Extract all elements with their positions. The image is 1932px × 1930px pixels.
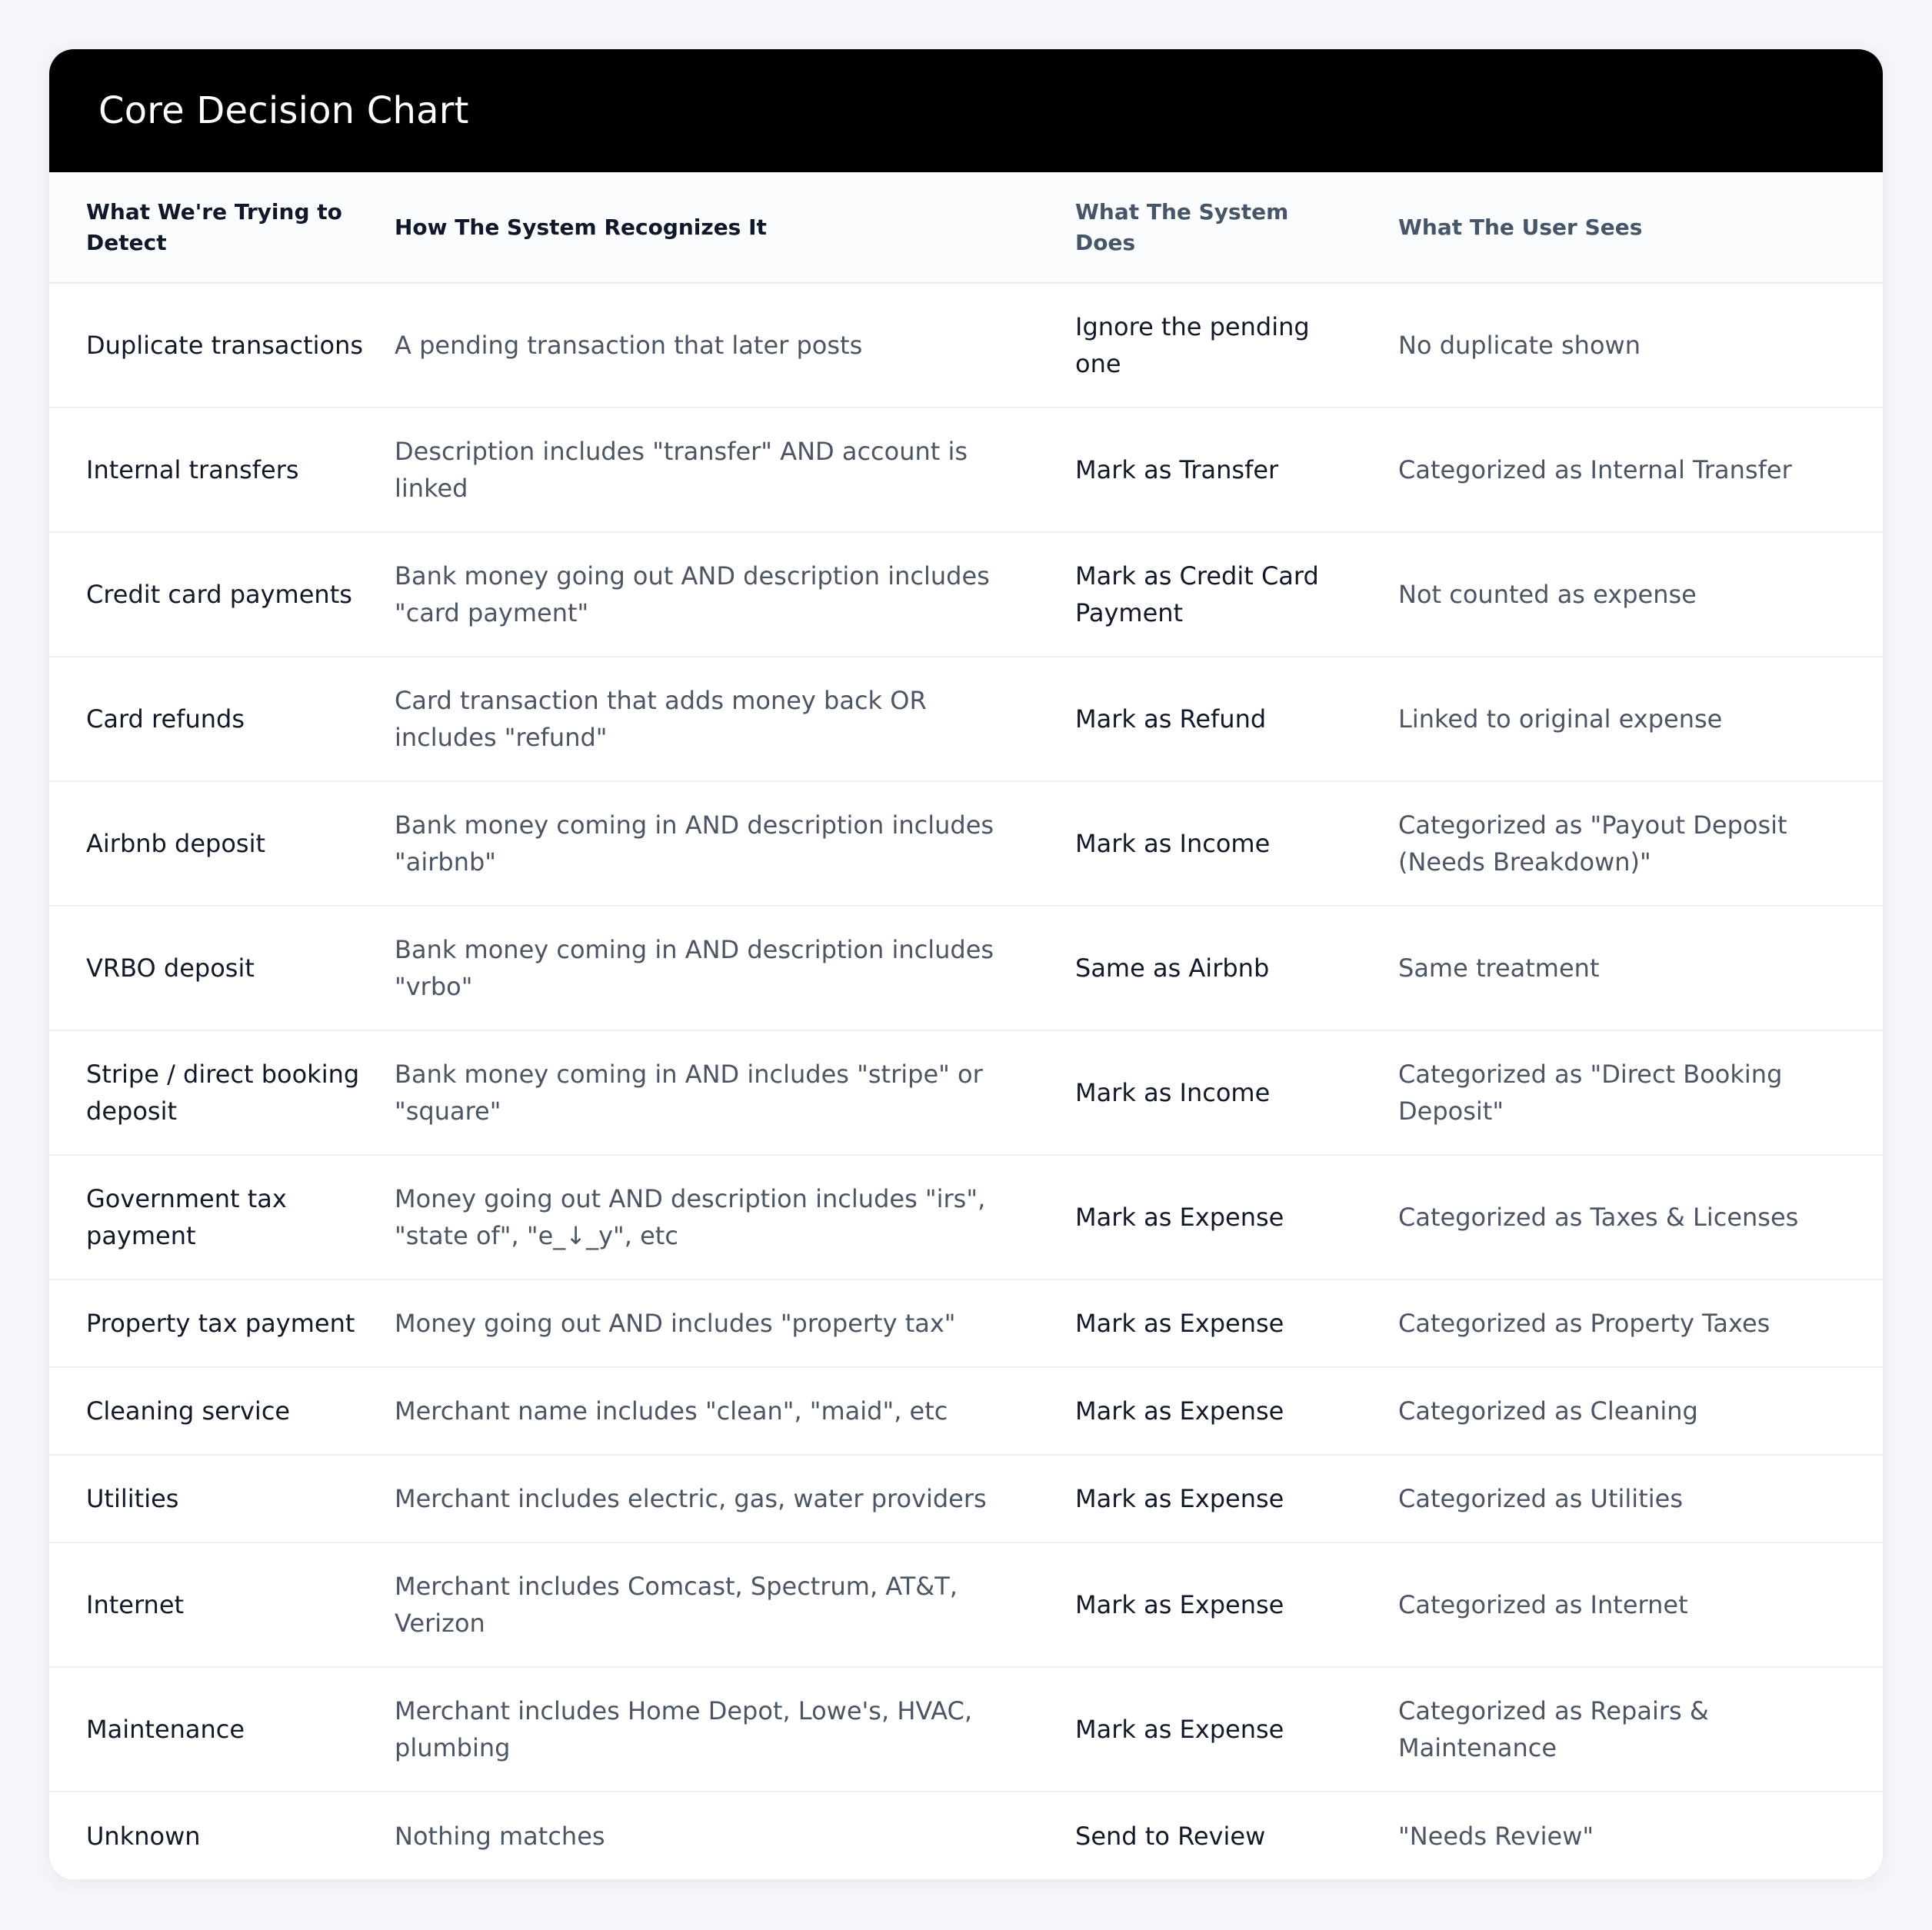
table-row: [49, 906, 1883, 1030]
user-sees-cell: Linked to original expense: [1367, 657, 1883, 781]
table-row: [49, 1030, 1883, 1155]
detect-cell: Government tax payment: [49, 1155, 395, 1279]
user-sees-cell: "Needs Review": [1398, 1821, 1594, 1851]
decision-table: [49, 172, 1883, 1879]
user-sees-cell: Categorized as Internet: [1367, 1542, 1883, 1667]
column-header-detect: What We're Trying to Detect: [49, 172, 395, 283]
user-sees-cell: No duplicate shown: [1367, 283, 1883, 408]
table-row: [49, 657, 1883, 781]
recognize-cell: Merchant name includes "clean", "maid", etc: [395, 1367, 1044, 1455]
action-cell: Mark as Expense: [1044, 1279, 1367, 1367]
user-sees-cell: Categorized as "Payout Deposit (Needs Breakdown)": [1367, 781, 1883, 906]
recognize-cell: Money going out AND includes "property tax": [395, 1279, 1044, 1367]
detect-cell: Card refunds: [49, 657, 395, 781]
detect-cell: Property tax payment: [49, 1279, 395, 1367]
action-cell: Mark as Expense: [1044, 1367, 1367, 1455]
recognize-cell: Bank money coming in AND description includes "airbnb": [395, 781, 1044, 906]
column-header-system-does: What The System Does: [1044, 172, 1367, 283]
recognize-cell: Merchant includes electric, gas, water providers: [395, 1455, 1044, 1542]
recognize-cell: Nothing matches: [395, 1821, 605, 1851]
recognize-cell: Merchant includes Comcast, Spectrum, AT&T, Verizon: [395, 1542, 1044, 1667]
action-cell: Send to Review: [1075, 1821, 1266, 1851]
action-cell: Mark as Expense: [1044, 1455, 1367, 1542]
action-cell: Mark as Expense: [1044, 1667, 1367, 1792]
recognize-cell: Merchant includes Home Depot, Lowe's, HVAC, plumbing: [395, 1667, 1044, 1792]
table-row: [49, 532, 1883, 657]
detect-cell: Airbnb deposit: [49, 781, 395, 906]
user-sees-cell: Categorized as "Direct Booking Deposit": [1367, 1030, 1883, 1155]
table-row: [49, 408, 1883, 532]
column-header-user-sees: What The User Sees: [1367, 172, 1883, 283]
table-header-row: [49, 172, 1883, 283]
action-cell: Mark as Credit Card Payment: [1044, 532, 1367, 657]
detect-cell: Internal transfers: [49, 408, 395, 532]
recognize-cell: Description includes "transfer" AND account is linked: [395, 408, 1044, 532]
decision-chart-card: [49, 49, 1883, 1879]
action-cell: Mark as Income: [1044, 781, 1367, 906]
action-cell: Same as Airbnb: [1044, 906, 1367, 1030]
recognize-cell: Card transaction that adds money back OR includes "refund": [395, 657, 1044, 781]
user-sees-cell: Categorized as Taxes & Licenses: [1367, 1155, 1883, 1279]
user-sees-cell: Categorized as Repairs & Maintenance: [1367, 1667, 1883, 1792]
table-row: [49, 1792, 1883, 1879]
user-sees-cell: Not counted as expense: [1367, 532, 1883, 657]
table-row: [49, 1279, 1883, 1367]
detect-cell: Utilities: [49, 1455, 395, 1542]
action-cell: Mark as Refund: [1044, 657, 1367, 781]
detect-cell: Stripe / direct booking deposit: [49, 1030, 395, 1155]
action-cell: Ignore the pending one: [1044, 283, 1367, 408]
detect-cell: Cleaning service: [49, 1367, 395, 1455]
detect-cell: Unknown: [86, 1821, 201, 1851]
table-row: [49, 781, 1883, 906]
user-sees-cell: Categorized as Cleaning: [1367, 1367, 1883, 1455]
recognize-cell: Bank money coming in AND description includes "vrbo": [395, 906, 1044, 1030]
user-sees-cell: Categorized as Internal Transfer: [1367, 408, 1883, 532]
table-row: [49, 1667, 1883, 1792]
detect-cell: Credit card payments: [49, 532, 395, 657]
action-cell: Mark as Transfer: [1044, 408, 1367, 532]
detect-cell: Maintenance: [49, 1667, 395, 1792]
table-row: [49, 1367, 1883, 1455]
action-cell: Mark as Expense: [1044, 1542, 1367, 1667]
recognize-cell: Money going out AND description includes "irs", "state of", "e_↓_y", etc: [395, 1155, 1044, 1279]
table-row: [49, 1455, 1883, 1542]
user-sees-cell: Categorized as Utilities: [1367, 1455, 1883, 1542]
table-row: [49, 1542, 1883, 1667]
table-row: [49, 1155, 1883, 1279]
action-cell: Mark as Expense: [1044, 1155, 1367, 1279]
card-header: [49, 49, 1883, 172]
recognize-cell: Bank money going out AND description includes "card payment": [395, 532, 1044, 657]
detect-cell: VRBO deposit: [49, 906, 395, 1030]
page-title: Core Decision Chart: [98, 89, 469, 132]
user-sees-cell: Same treatment: [1367, 906, 1883, 1030]
recognize-cell: A pending transaction that later posts: [395, 283, 1044, 408]
column-header-recognize: How The System Recognizes It: [395, 172, 1044, 283]
action-cell: Mark as Income: [1044, 1030, 1367, 1155]
user-sees-cell: Categorized as Property Taxes: [1367, 1279, 1883, 1367]
table-row: [49, 283, 1883, 408]
detect-cell: Internet: [49, 1542, 395, 1667]
detect-cell: Duplicate transactions: [49, 283, 395, 408]
recognize-cell: Bank money coming in AND includes "stripe" or "square": [395, 1030, 1044, 1155]
